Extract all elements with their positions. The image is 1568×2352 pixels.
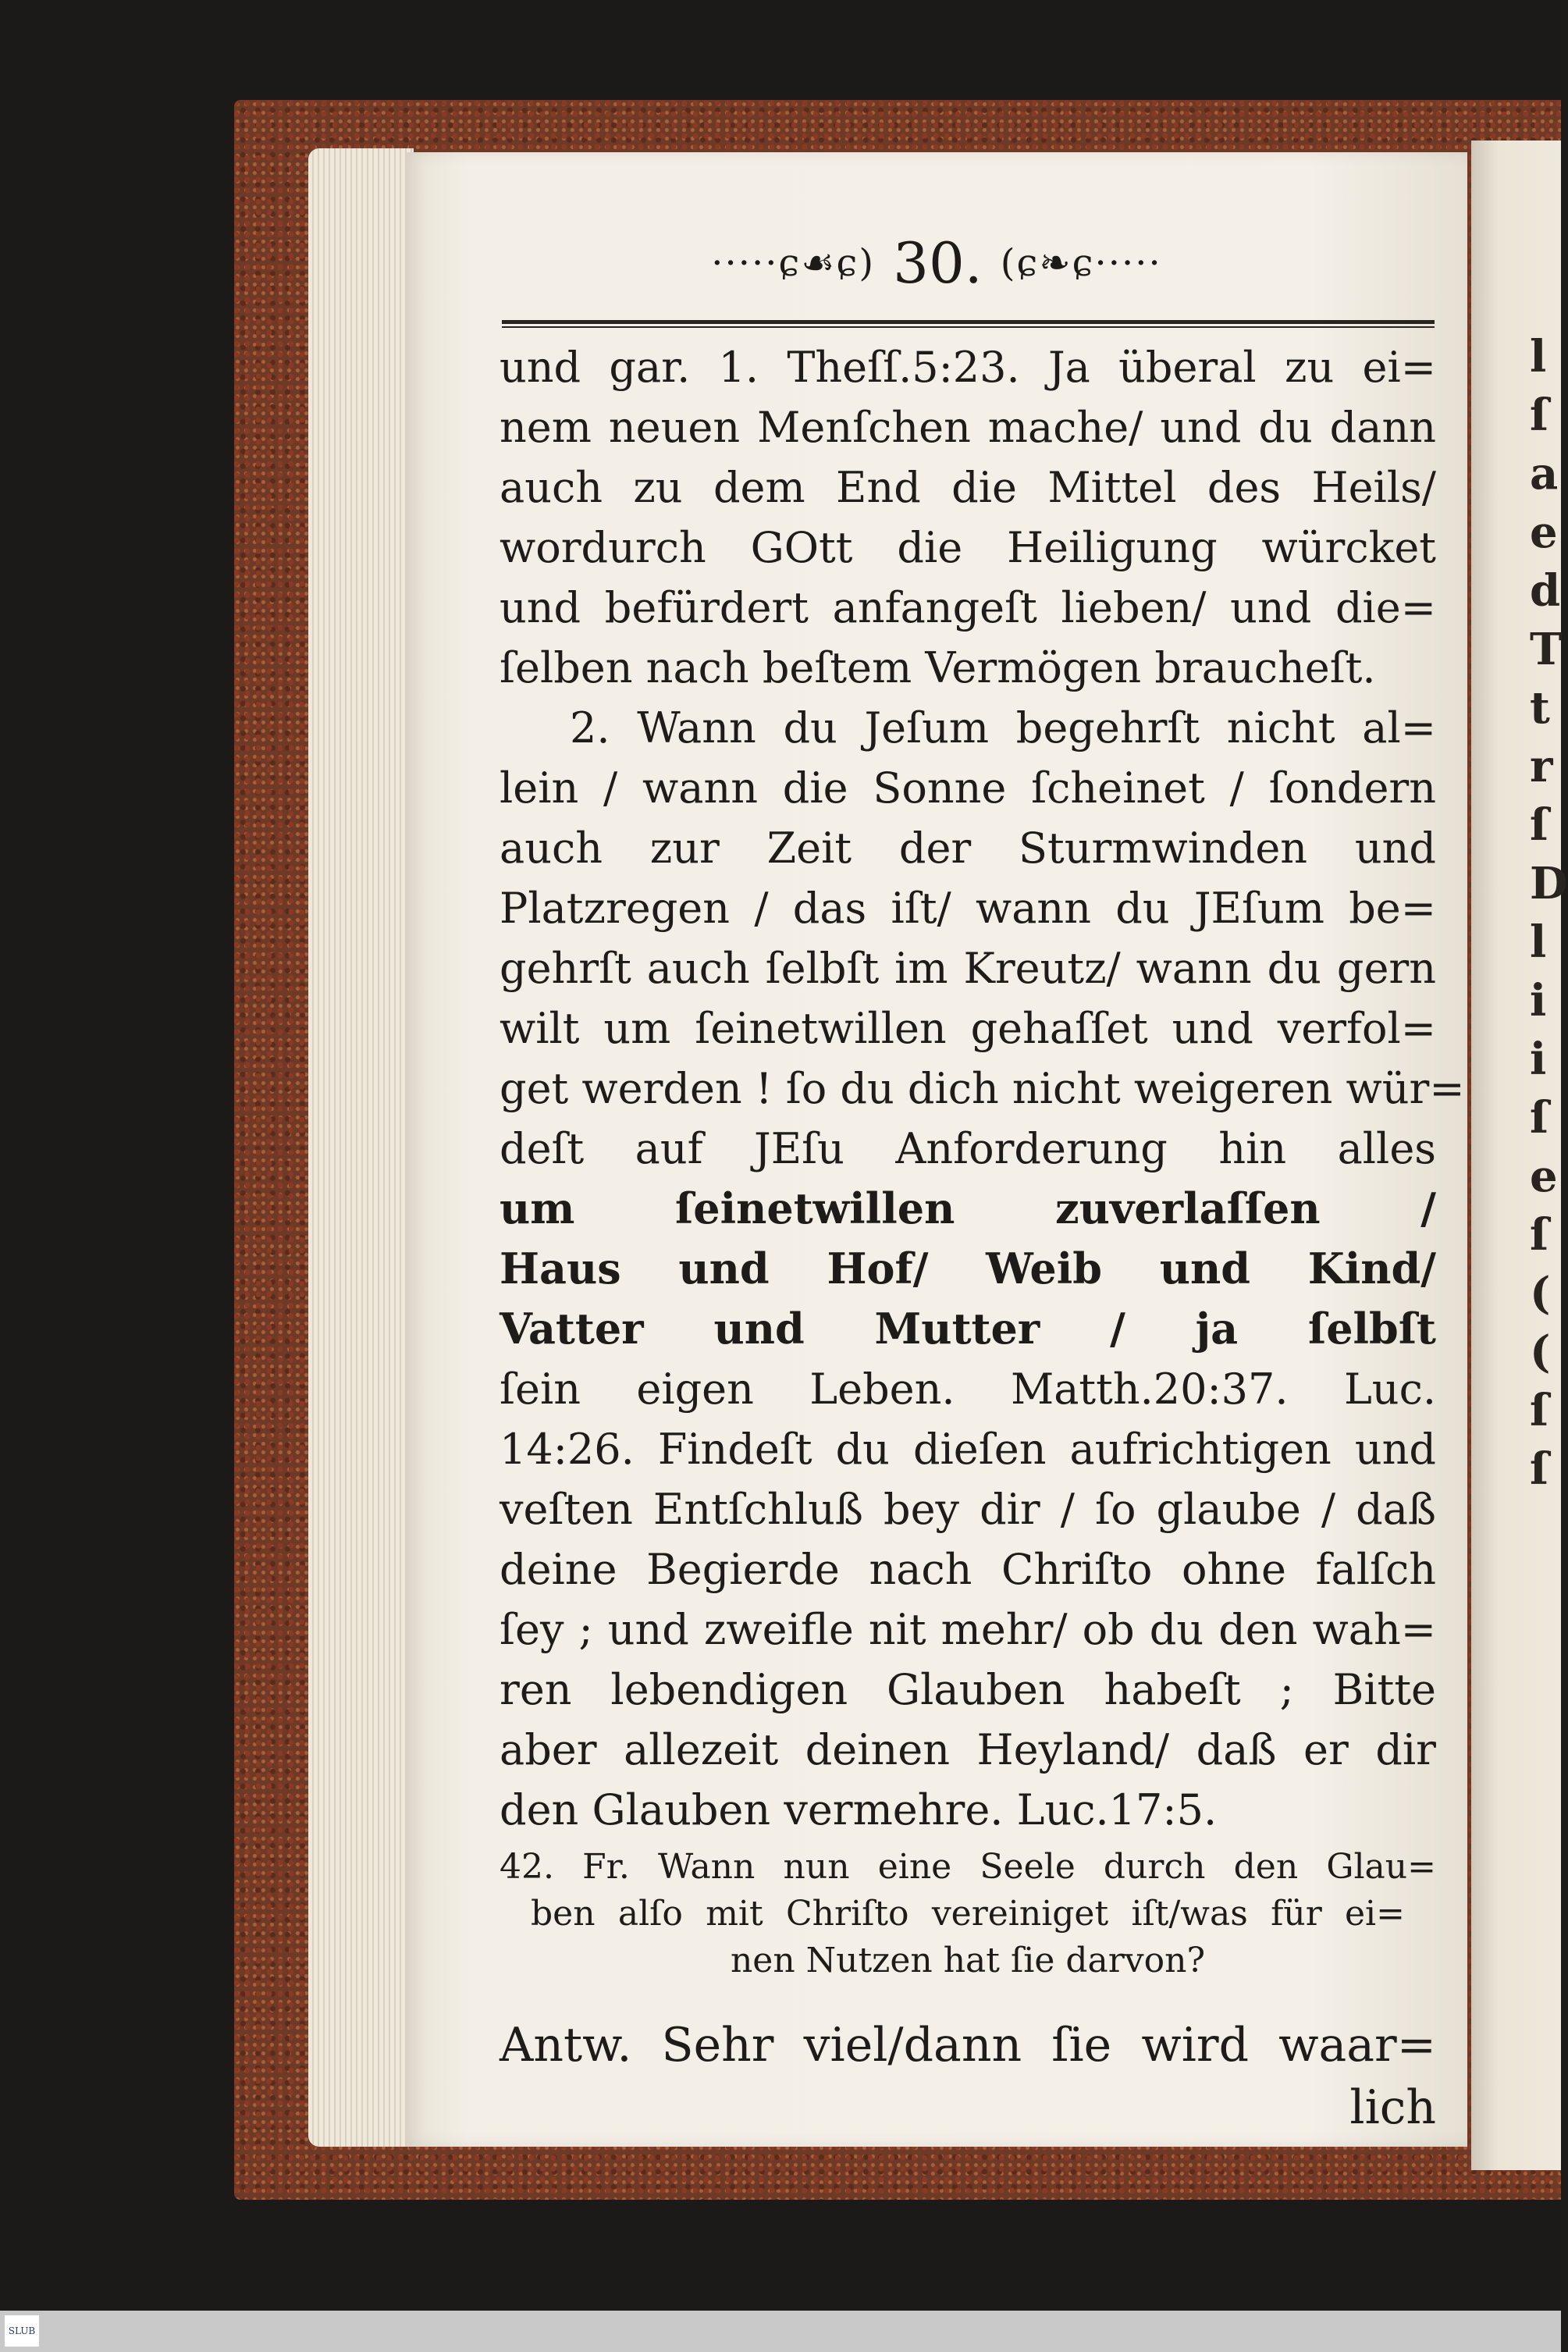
text-line: nem neuen Menſchen mache/ und du dann <box>500 403 1436 452</box>
page-number: 30. <box>893 230 983 296</box>
facing-letter: d <box>1530 565 1561 617</box>
text-line: 2. Wann du Jeſum begehrſt nicht al= <box>570 703 1436 753</box>
question-line: ben alſo mit Chriſto vereiniget iſt/was für ei= <box>531 1894 1405 1934</box>
facing-letter: r <box>1530 741 1553 792</box>
facing-letter: e <box>1530 507 1558 558</box>
text-line: auch zur Zeit der Sturmwinden und <box>500 824 1436 873</box>
text-line: und gar. 1. Theſſ.5:23. Ja überal zu ei= <box>500 343 1436 392</box>
ornament-left-icon: ·····ɕ☙ɕ) <box>711 241 876 285</box>
facing-letter: ſ <box>1530 1092 1549 1144</box>
text-line: aber allezeit deinen Heyland/ daß er dir <box>500 1725 1436 1774</box>
header-rule-thin <box>502 326 1435 328</box>
facing-letter: ( <box>1530 1268 1551 1319</box>
facing-letter: T <box>1530 624 1563 675</box>
facing-letter: l <box>1530 331 1547 383</box>
facing-letter: ſ <box>1530 390 1549 441</box>
facing-letter: ſ <box>1530 1209 1549 1261</box>
question-block <box>500 1844 1436 1984</box>
facing-letter: ſ <box>1530 1443 1549 1495</box>
viewer-bottom-bar <box>0 2311 1561 2352</box>
question-line: 42. Fr. Wann nun eine Seele durch den Glau= <box>500 1847 1436 1887</box>
catchword: lich <box>1349 2080 1436 2135</box>
text-line: ſein eigen Leben. Matth.20:37. Luc. <box>500 1365 1436 1414</box>
text-line: lein / wann die Sonne ſcheinet / ſondern <box>500 763 1436 813</box>
facing-letter: i <box>1530 975 1547 1027</box>
facing-letter: i <box>1530 1034 1547 1085</box>
text-line: get werden ! ſo du dich nicht weigeren wür= <box>500 1064 1465 1113</box>
facing-letter: ſ <box>1530 799 1549 851</box>
text-line: auch zu dem End die Mittel des Heils/ <box>500 463 1436 512</box>
text-line: gehrſt auch ſelbſt im Kreutz/ wann du gern <box>500 944 1436 993</box>
body-text <box>500 337 1465 1840</box>
text-line: den Glauben vermehre. Luc.17:5. <box>500 1785 1218 1834</box>
facing-letter: e <box>1530 1151 1558 1202</box>
facing-letter: a <box>1530 448 1559 500</box>
answer-line: Antw. Sehr viel/dann ſie wird waar= <box>500 2018 1436 2073</box>
answer-block <box>500 2014 1436 2139</box>
text-line: Platzregen / das iſt/ wann du JEſum be= <box>500 884 1436 933</box>
text-line: ren lebendigen Glauben habeſt ; Bitte <box>500 1665 1436 1714</box>
library-logo-label: SLUB <box>8 2325 36 2336</box>
text-line: 14:26. Findeſt du dieſen aufrichtigen und <box>500 1425 1436 1474</box>
library-logo-icon <box>5 2315 39 2347</box>
facing-letter: l <box>1530 916 1547 968</box>
header-rule <box>502 320 1435 324</box>
text-line: wordurch GOtt die Heiligung würcket <box>500 523 1436 572</box>
text-line-bold: Vatter und Mutter / ja ſelbſt <box>500 1304 1436 1354</box>
facing-letter: D <box>1530 858 1568 909</box>
text-line: deine Begierde nach Chriſto ohne falſch <box>500 1545 1436 1594</box>
text-line: ſelben nach beſtem Vermögen braucheſt. <box>500 643 1376 692</box>
text-line-bold: Haus und Hof/ Weib und Kind/ <box>500 1244 1436 1293</box>
text-line: wilt um ſeinetwillen gehaſſet und verfol= <box>500 1004 1436 1053</box>
ornament-right-icon: (ɕ❧ɕ····· <box>1000 241 1162 285</box>
page-header <box>406 230 1467 296</box>
text-line: ſey ; und zweifle nit mehr/ ob du den wah= <box>500 1605 1436 1654</box>
text-line: und befürdert anfangeſt lieben/ und die= <box>500 583 1436 632</box>
text-line: deſt auf JEſu Anforderung hin alles <box>500 1124 1436 1173</box>
facing-page-text <box>1530 328 1568 1499</box>
page-edges <box>308 148 414 2147</box>
text-line-bold: um ſeinetwillen zuverlaſſen / <box>500 1183 1436 1233</box>
text-line: veſten Entſchluß bey dir / ſo glaube / daß <box>500 1485 1436 1534</box>
facing-letter: t <box>1530 682 1550 734</box>
facing-letter: ( <box>1530 1326 1551 1378</box>
question-line: nen Nutzen hat ſie darvon? <box>730 1941 1206 1980</box>
facing-letter: ſ <box>1530 1385 1549 1436</box>
